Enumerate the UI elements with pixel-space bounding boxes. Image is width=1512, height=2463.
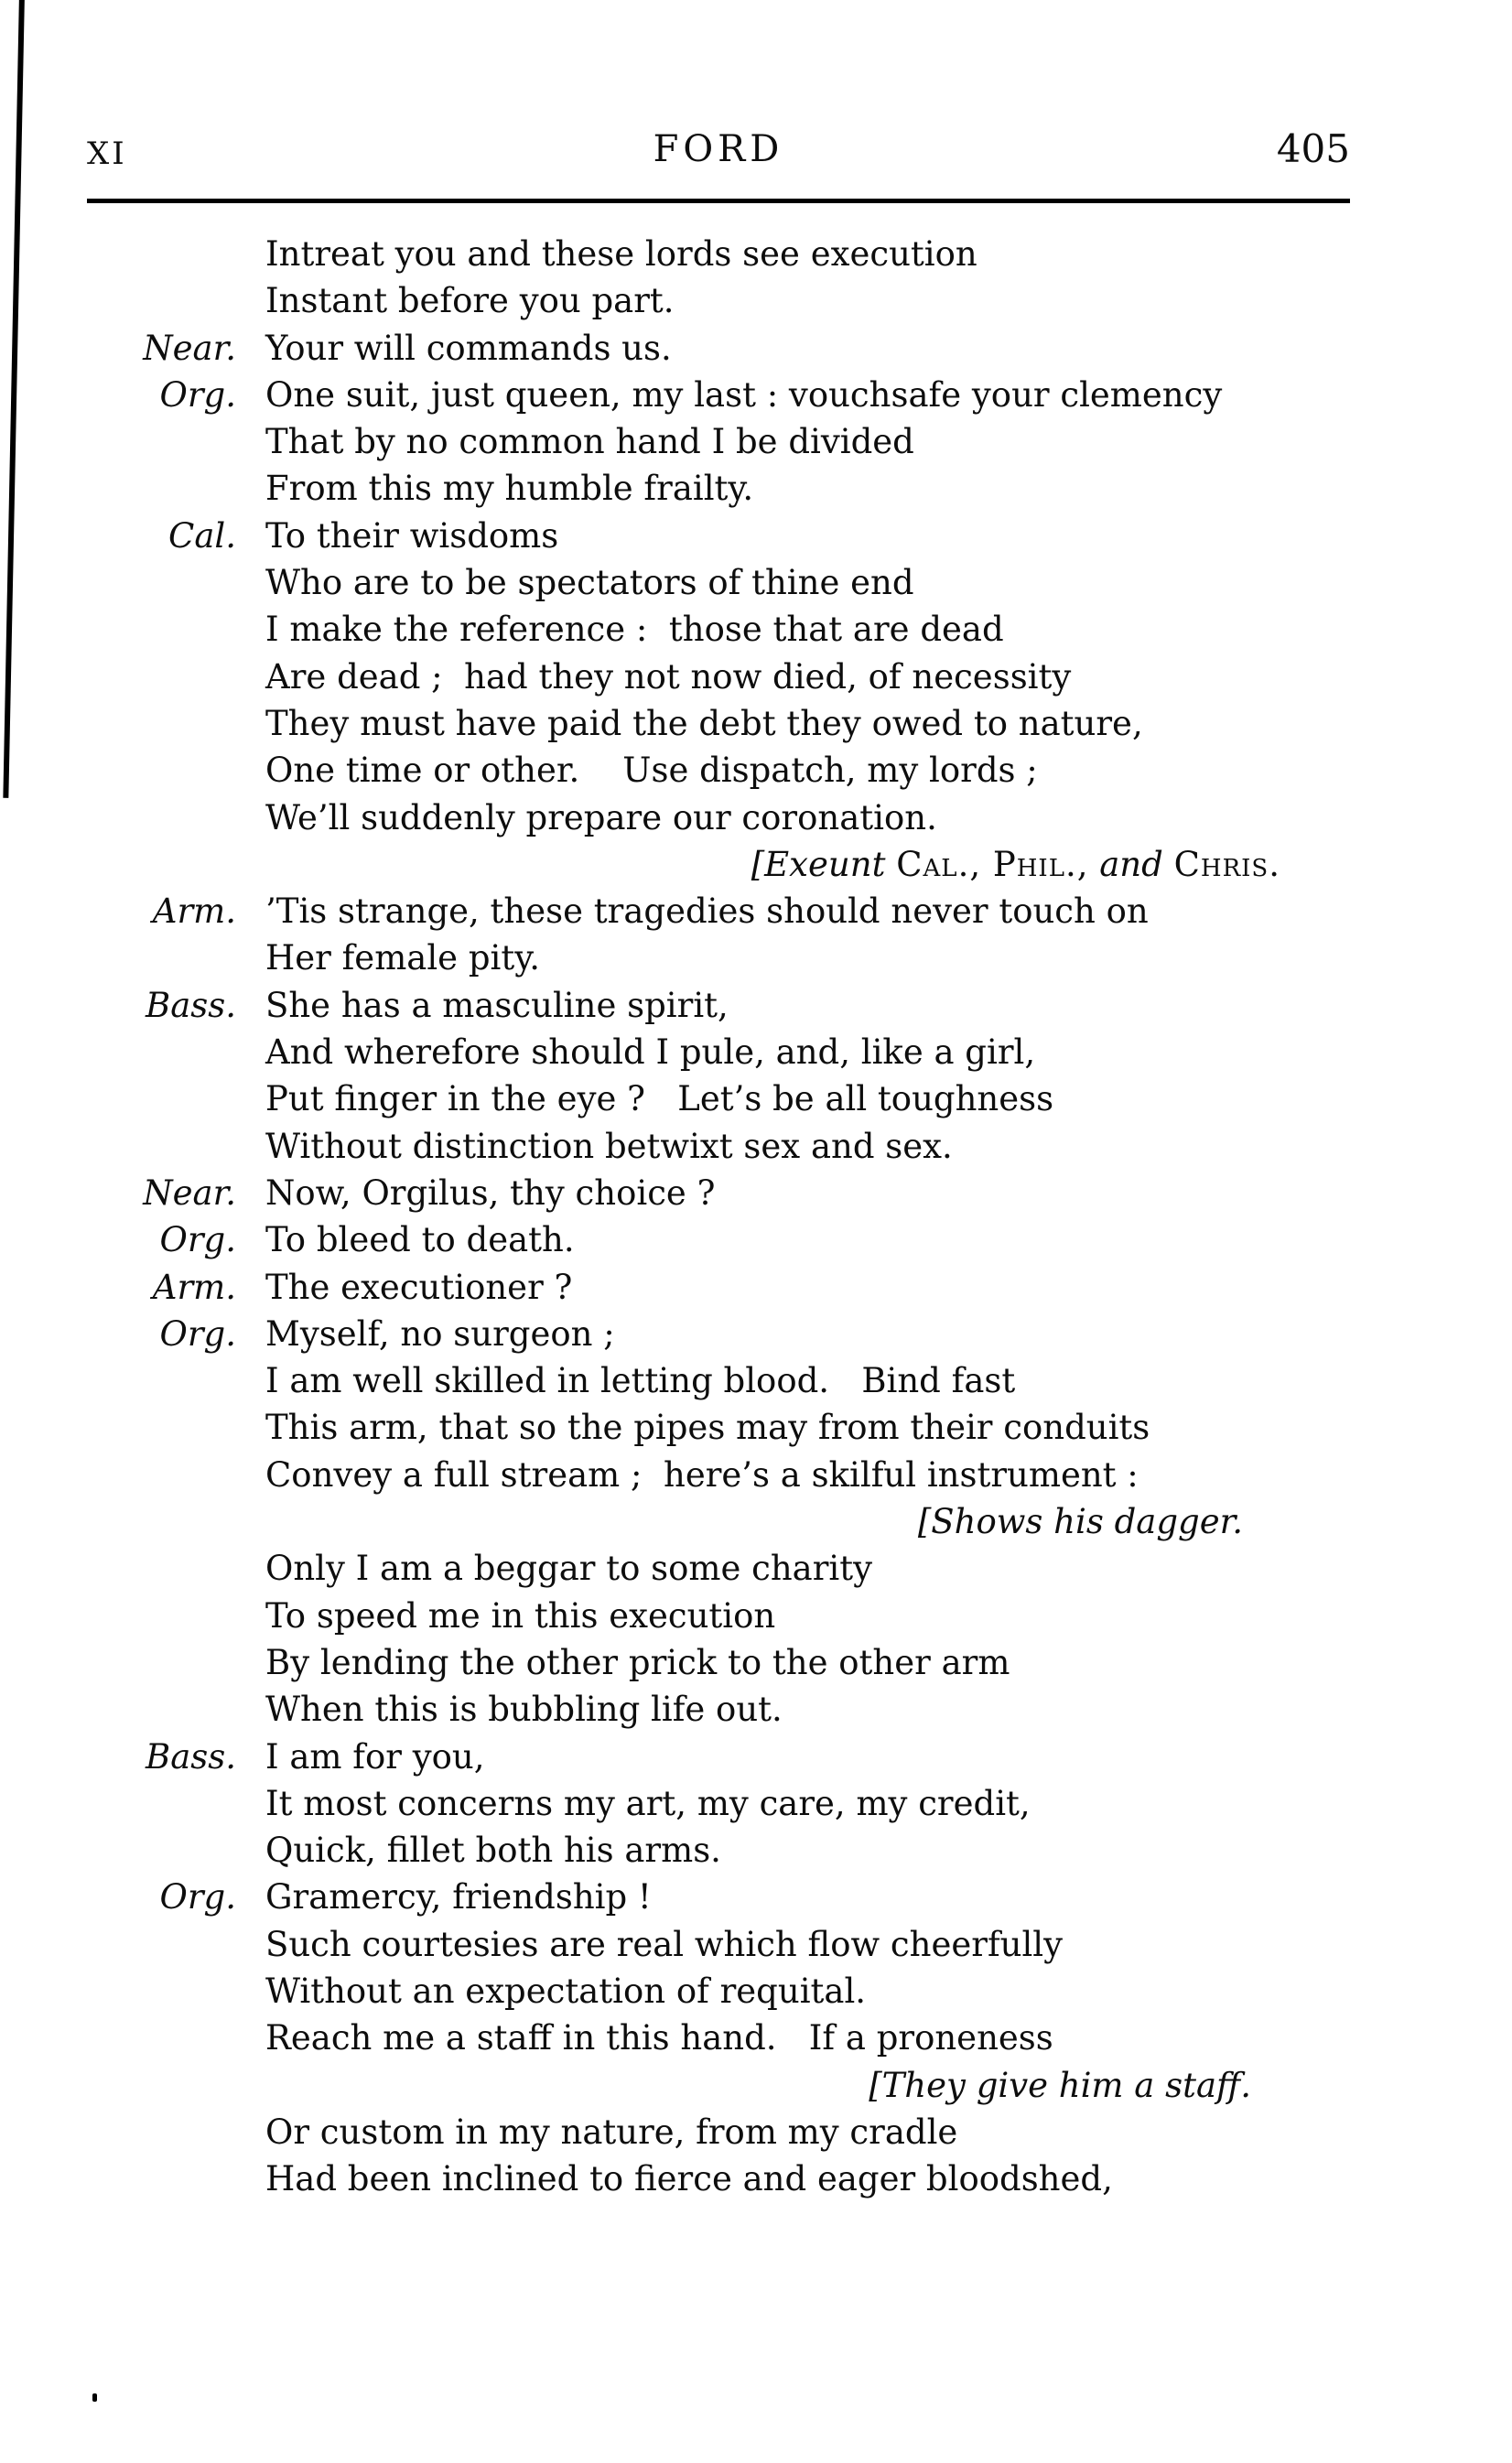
verse-line [87,888,1350,934]
verse-text: To their wisdoms [265,515,559,556]
verse-line [87,2155,1350,2202]
verse-line [87,277,1350,324]
verse-text: Without distinction betwixt sex and sex. [265,1126,953,1166]
verse-text: Are dead ; had they not now died, of necessity [265,656,1072,697]
verse-line [87,1216,1350,1263]
verse-text: When this is bubbling life out. [265,1690,783,1730]
verse-text: Had been inclined to fierce and eager bloodshed, [265,2159,1113,2199]
verse-text: Such courtesies are real which flow cheerfully [265,1924,1064,1964]
verse-text: One suit, just queen, my last : vouchsafe your clemency [265,374,1223,415]
verse-text: Convey a full stream ; here’s a skilful instrument : [265,1454,1139,1495]
verse-text: We’ll suddenly prepare our coronation. [265,797,937,837]
verse-line [87,1075,1350,1122]
speaker-abbreviation: Near. [143,1172,236,1213]
speaker-abbreviation: Bass. [146,1736,236,1777]
verse-line [87,559,1350,606]
verse-text: That by no common hand I be divided [265,422,914,462]
verse-line [87,1311,1350,1357]
verse-line [87,934,1350,981]
verse-text: Gramercy, friendship ! [265,1877,652,1917]
verse-text: Myself, no surgeon ; [265,1313,615,1354]
section-label: XI [87,135,127,172]
verse-text: Intreat you and these lords see execution [265,234,977,274]
verse-line [87,325,1350,372]
stage-direction-text: [Shows his dagger. [917,1502,1243,1542]
verse-text: To bleed to death. [265,1220,575,1260]
verse-text: Your will commands us. [265,328,672,368]
verse-text: Without an expectation of requital. [265,1971,867,2011]
verse-text: This arm, that so the pipes may from their conduits [265,1408,1150,1448]
verse-line [87,1639,1350,1686]
verse-line [87,794,1350,841]
speaker-abbreviation: Bass. [146,985,236,1025]
scan-speck [92,2393,97,2402]
speaker-abbreviation: Near. [143,328,236,368]
verse-line [87,231,1350,277]
verse-line [87,2109,1350,2155]
verse-text: Now, Orgilus, thy choice ? [265,1172,716,1213]
scan-edge-artifact [3,0,25,798]
verse-line [87,747,1350,794]
speaker-abbreviation: Org. [159,1220,236,1260]
verse-text: Her female pity. [265,938,540,978]
verse-text: And wherefore should I pule, and, like a girl, [265,1032,1036,1073]
verse-line [87,2015,1350,2061]
stage-direction-character-names: Chris. [1173,844,1280,884]
verse-text: Or custom in my nature, from my cradle [265,2112,958,2152]
verse-line [87,1686,1350,1733]
verse-line [87,1874,1350,1920]
verse-text: Put finger in the eye ? Let’s be all toughness [265,1079,1054,1119]
verse-text: The executioner ? [265,1267,573,1307]
verse-line [87,1452,1350,1498]
verse-line [87,418,1350,465]
verse-line [87,372,1350,418]
speaker-abbreviation: Cal. [168,515,236,556]
page-number: 405 [1276,126,1350,171]
verse-line [87,1593,1350,1639]
stage-direction [87,2062,1350,2109]
verse-text: From this my humble frailty. [265,469,754,509]
stage-direction-character-names: Cal., Phil., [896,844,1089,884]
verse-text: I am well skilled in letting blood. Bind fast [265,1361,1016,1401]
verse-line [87,1734,1350,1780]
stage-direction-text: [They give him a staff. [869,2065,1251,2105]
verse-line [87,1123,1350,1170]
speaker-abbreviation: Org. [159,374,236,415]
verse-line [87,1545,1350,1592]
verse-text: Instant before you part. [265,281,675,321]
text-body [87,231,1350,2202]
verse-text: Quick, fillet both his arms. [265,1831,721,1871]
stage-direction-text: and [1088,844,1174,884]
page-title: FORD [653,128,784,170]
header-rule [87,199,1350,203]
verse-text: I make the reference : those that are dead [265,610,1004,650]
stage-direction [87,1498,1350,1545]
verse-text: Reach me a staff in this hand. If a proneness [265,2018,1053,2058]
speaker-abbreviation: Org. [159,1877,236,1917]
verse-line [87,982,1350,1029]
verse-line [87,1404,1350,1451]
verse-line [87,1968,1350,2015]
verse-line [87,465,1350,512]
verse-text: Only I am a beggar to some charity [265,1549,873,1589]
verse-line [87,1264,1350,1311]
running-head [87,126,1350,181]
verse-text: Who are to be spectators of thine end [265,563,914,603]
stage-direction [87,841,1350,888]
verse-line [87,1170,1350,1216]
verse-text: To speed me in this execution [265,1595,776,1636]
speaker-abbreviation: Org. [159,1313,236,1354]
speaker-abbreviation: Arm. [152,1267,236,1307]
verse-line [87,1780,1350,1827]
verse-text: ’Tis strange, these tragedies should never touch on [265,891,1149,932]
verse-line [87,1827,1350,1874]
verse-text: I am for you, [265,1736,485,1777]
verse-line [87,1921,1350,1968]
verse-line [87,606,1350,653]
verse-line [87,1029,1350,1075]
verse-line [87,1357,1350,1404]
verse-text: One time or other. Use dispatch, my lords ; [265,751,1038,791]
speaker-abbreviation: Arm. [152,891,236,932]
verse-text: By lending the other prick to the other arm [265,1642,1010,1682]
verse-text: She has a masculine spirit, [265,985,729,1025]
verse-line [87,700,1350,747]
verse-text: They must have paid the debt they owed to nature, [265,703,1143,743]
verse-line [87,513,1350,559]
verse-text: It most concerns my art, my care, my credit, [265,1783,1031,1823]
verse-line [87,654,1350,700]
stage-direction-text: [Exeunt [751,844,897,884]
